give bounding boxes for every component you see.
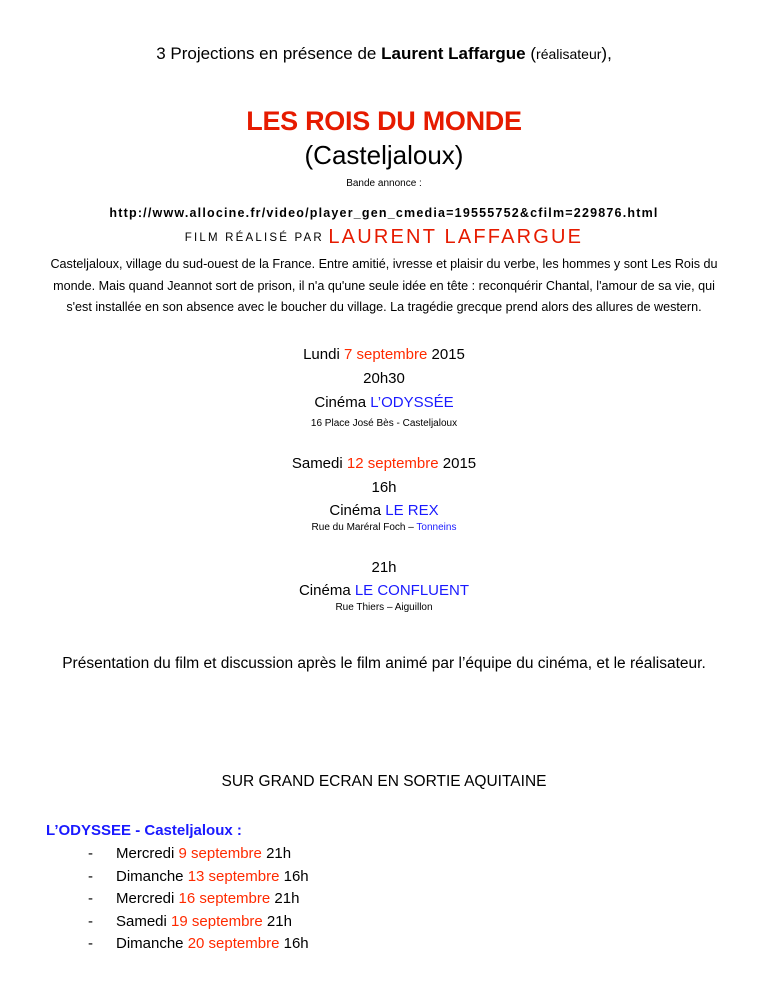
session-1-day: Lundi (303, 346, 344, 363)
odyssee-heading: L’ODYSSEE - Casteljaloux : (46, 822, 242, 839)
screening-time: 21h (262, 912, 292, 930)
session-2-cinema-name: LE REX (385, 502, 439, 519)
sortie-heading: SUR GRAND ECRAN EN SORTIE AQUITAINE (221, 773, 547, 790)
list-bullet: - (88, 867, 93, 885)
screening-day: Dimanche (116, 935, 188, 952)
screening-day: Mercredi (116, 845, 179, 862)
screening-day: Dimanche (116, 867, 188, 885)
session-1-date-value: 7 septembre (343, 346, 428, 363)
intro-line (0, 44, 768, 64)
screening-time: 16h (279, 935, 309, 952)
session-2-address (0, 522, 768, 533)
list-item (88, 866, 309, 889)
session-3-time: 21h (371, 559, 397, 576)
directed-by-label: FILM RÉALISÉ PAR (184, 232, 324, 244)
list-item (88, 933, 309, 956)
session-2-day: Samedi (291, 455, 347, 472)
intro-paren-close: ), (601, 44, 612, 63)
director-role: réalisateur (536, 46, 602, 62)
screening-time: 16h (279, 867, 309, 885)
session-2-date-value: 12 septembre (346, 455, 439, 472)
session-2-cinema-prefix: Cinéma (329, 502, 386, 519)
film-subtitle: (Casteljaloux) (304, 140, 464, 170)
session-3-cinema-prefix: Cinéma (298, 582, 355, 599)
session-2-cinema (0, 502, 768, 519)
session-1-year: 2015 (427, 346, 465, 363)
screening-date: 16 septembre (178, 890, 271, 907)
intro-prefix: 3 Projections en présence de (156, 44, 382, 63)
list-item (88, 843, 309, 866)
synopsis: Casteljaloux, village du sud-ouest de la France. Entre amitié, ivresse et plaisir du verbe, les hommes y sont Les Rois du monde. Mais quand Jeannot sort de prison, il n'a qu'une seule idée en tête : reconquérir Chantal, l'amour de sa vie, qui s'est installée en son absence avec le boucher du village. La tragédie grecque prend alors des allures de western. (50, 257, 718, 314)
directed-by-name: LAURENT LAFFARGUE (328, 226, 584, 248)
screening-date: 19 septembre (171, 912, 263, 930)
session-1-cinema-name: L’ODYSSÉE (370, 394, 454, 411)
session-2-time: 16h (371, 479, 397, 496)
session-1-address: 16 Place José Bès - Casteljaloux (310, 418, 458, 429)
intro-paren-open: ( (525, 44, 537, 63)
list-bullet: - (88, 890, 93, 907)
list-item (88, 911, 309, 934)
session-2-year: 2015 (438, 455, 477, 472)
session-3-address: Rue Thiers – Aiguillon (335, 602, 433, 613)
presentation-text: Présentation du film et discussion après le film animé par l’équipe du cinéma, et le réalisateur. (62, 655, 706, 672)
screening-day: Mercredi (116, 890, 179, 907)
session-3-cinema (0, 582, 768, 599)
trailer-label: Bande annonce : (346, 178, 422, 189)
screening-date: 13 septembre (187, 867, 280, 885)
screening-time: 21h (270, 890, 300, 907)
film-title: LES ROIS DU MONDE (246, 106, 522, 136)
screening-list (88, 843, 309, 956)
session-2-date (0, 455, 768, 472)
list-bullet: - (88, 845, 93, 862)
session-1-cinema-prefix: Cinéma (314, 394, 371, 411)
directed-by (0, 226, 768, 249)
list-item (88, 888, 309, 911)
session-1-date (0, 346, 768, 363)
session-1-cinema (0, 394, 768, 411)
screening-date: 9 septembre (178, 845, 262, 862)
session-1-time: 20h30 (363, 370, 405, 387)
session-2-address-street: Rue du Maréral Foch – (311, 522, 417, 533)
screening-time: 21h (261, 845, 292, 862)
session-3-cinema-name: LE CONFLUENT (354, 582, 470, 599)
screening-date: 20 septembre (187, 935, 280, 952)
director-name: Laurent Laffargue (381, 44, 526, 63)
list-bullet: - (88, 935, 93, 952)
screening-day: Samedi (116, 912, 172, 930)
session-2-address-city: Tonneins (416, 522, 457, 533)
trailer-link[interactable]: http://www.allocine.fr/video/player_gen_cmedia=19555752&cfilm=229876.html (109, 206, 659, 220)
list-bullet: - (88, 912, 93, 930)
